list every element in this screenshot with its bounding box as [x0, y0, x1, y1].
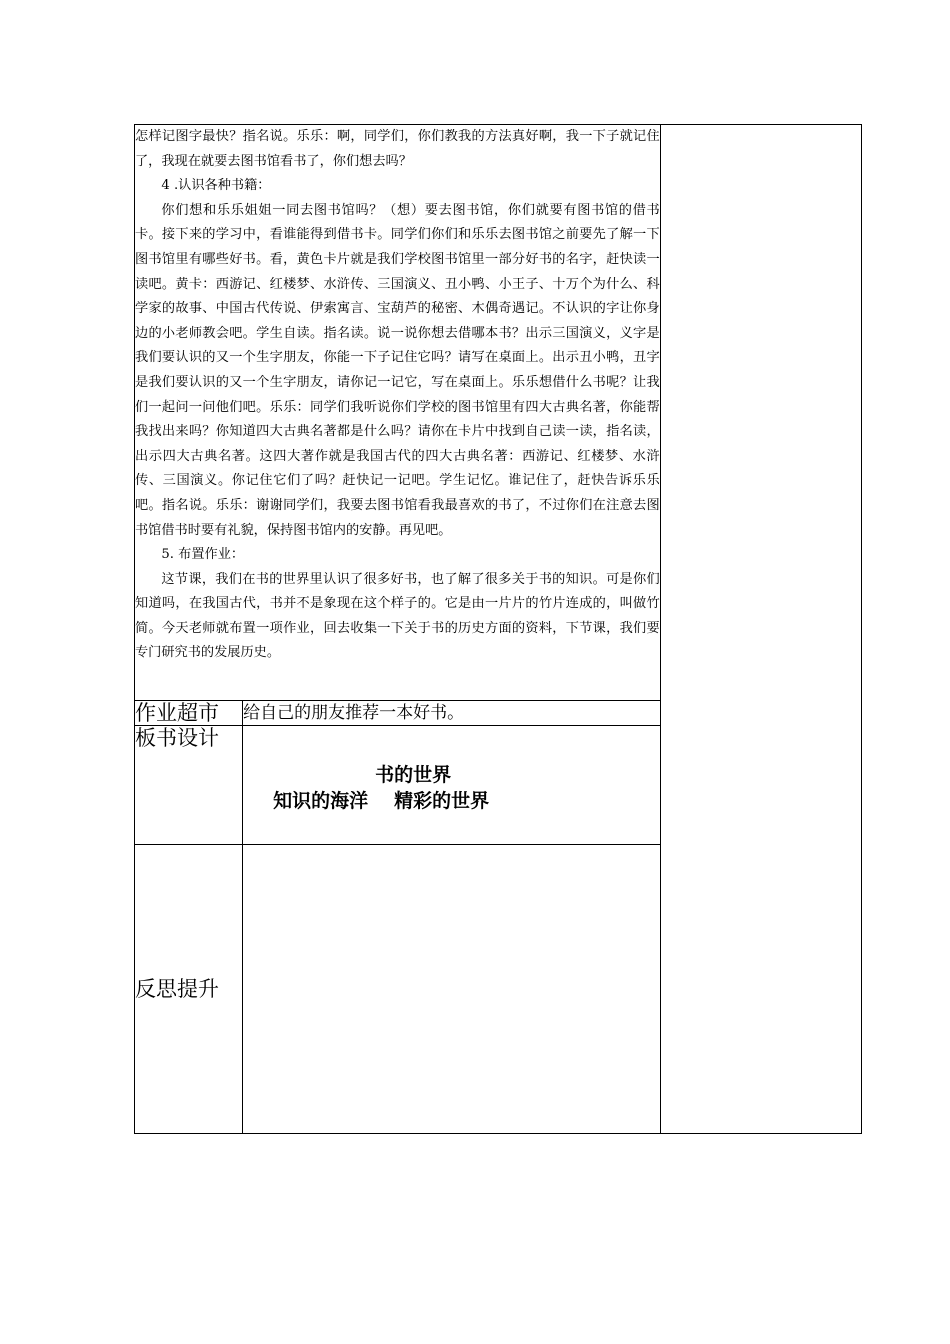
homework-content: 给自己的朋友推荐一本好书。 — [243, 701, 661, 726]
board-title: 书的世界 — [375, 764, 452, 786]
process-paragraph-homework: 这节课，我们在书的世界里认识了很多好书，也了解了很多关于书的知识。可是你们知道吗，在我国古代，书并不是象现在这个样子的。它是由一片片的竹片连成的，叫做竹简。今天老师就布置一项作业，回去收集一下关于书的历史方面的资料，下节课，我们要专门研究书的发展历史。 — [135, 571, 660, 661]
board-design-content — [243, 726, 661, 845]
process-paragraph-1: 怎样记图字最快？指名说。乐乐：啊，同学们，你们教我的方法真好啊，我一下子就记住了，我现在就要去图书馆看书了，你们想去吗？ — [135, 129, 660, 169]
lesson-plan-sheet — [134, 124, 862, 1134]
lesson-plan-table — [134, 124, 862, 1134]
process-heading-4: 4 .认识各种书籍： — [161, 178, 271, 194]
notes-column — [660, 125, 861, 1134]
process-row — [135, 125, 862, 701]
board-right-text: 精彩的世界 — [394, 790, 490, 812]
process-heading-5: 5. 布置作业： — [161, 547, 245, 563]
board-left-text: 知识的海洋 — [273, 790, 369, 812]
board-design-label: 板书设计 — [135, 726, 243, 845]
reflection-content — [243, 845, 661, 1134]
lesson-process-cell — [135, 125, 661, 701]
homework-label: 作业超市 — [135, 701, 243, 726]
process-paragraph-books: 你们想和乐乐姐姐一同去图书馆吗？（想）要去图书馆，你们就要有图书馆的借书卡。接下来的学习中，看谁能得到借书卡。同学们你们和乐乐去图书馆之前要先了解一下图书馆里有哪些好书。看，黄色卡片就是我们学校图书馆里一部分好书的名字，赶快读一读吧。黄卡：西游记、红楼梦、水浒传、三国演义、丑小鸭、小王子、十万个为什么、科学家的故事、中国古代传说、伊索寓言、宝葫芦的秘密、木偶奇遇记。不认识的字让你身边的小老师教会吧。学生自读。指名读。说一说你想去借哪本书？出示三国演义，义字是我们要认识的又一个生字朋友，你能一下子记住它吗？请写在桌面上。出示丑小鸭，丑字是我们要认识的又一个生字朋友，请你记一记它，写在桌面上。乐乐想借什么书呢？让我们一起问一问他们吧。乐乐：同学们我听说你们学校的图书馆里有四大古典名著，你能帮我找出来吗？你知道四大古典名著都是什么吗？请你在卡片中找到自己读一读，指名读，出示四大古典名著。这四大著作就是我国古代的四大古典名著：西游记、红楼梦、水浒传、三国演义。你记住它们了吗？赶快记一记吧。学生记忆。谁记住了，赶快告诉乐乐吧。指名说。乐乐：谢谢同学们，我要去图书馆看我最喜欢的书了，不过你们在注意去图书馆借书时要有礼貌，保持图书馆内的安静。再见吧。 — [135, 202, 660, 538]
board-subtitles — [273, 786, 489, 813]
reflection-label: 反思提升 — [135, 845, 243, 1134]
